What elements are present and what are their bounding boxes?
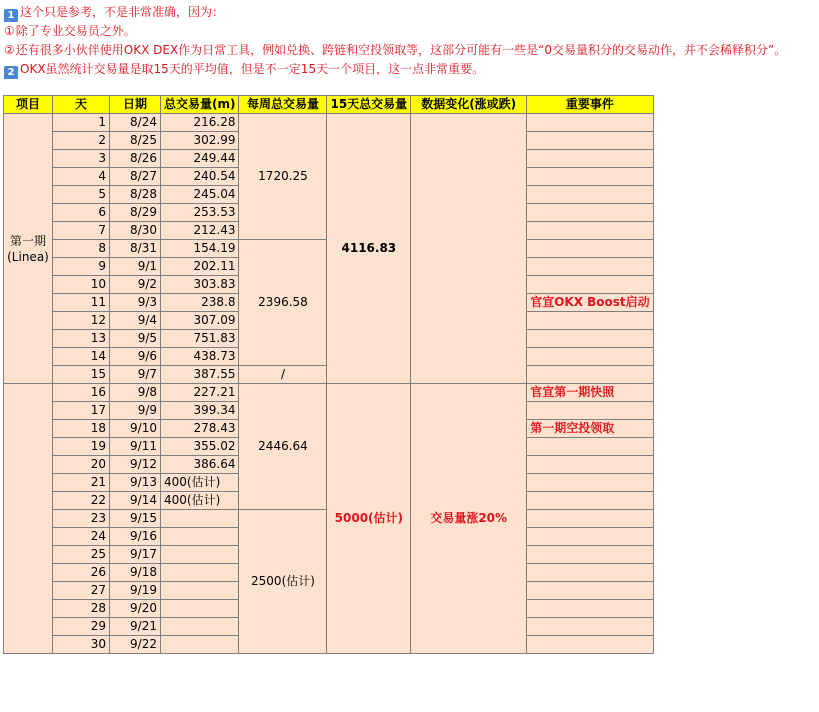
event-cell[interactable] [527,492,653,510]
event-cell[interactable] [527,528,653,546]
date-cell[interactable]: 8/29 [110,204,161,222]
header-data-change[interactable]: 数据变化(涨或跌) [411,96,527,114]
event-cell[interactable] [527,618,653,636]
volume-cell[interactable] [161,564,239,582]
volume-cell[interactable]: 438.73 [161,348,239,366]
volume-cell[interactable]: 238.8 [161,294,239,312]
event-cell[interactable] [527,438,653,456]
day-cell[interactable]: 8 [53,240,110,258]
event-cell[interactable] [527,240,653,258]
note-2-text: 除了专业交易员之外。 [15,24,136,38]
day-cell[interactable]: 15 [53,366,110,384]
header-weekly-volume[interactable]: 每周总交易量 [239,96,327,114]
event-cell[interactable] [527,168,653,186]
note-2 [4,22,816,41]
volume-cell[interactable] [161,546,239,564]
table-row [4,384,654,402]
event-cell[interactable]: 第一期空投领取 [527,420,653,438]
day-cell[interactable]: 2 [53,132,110,150]
date-cell[interactable]: 8/27 [110,168,161,186]
volume-cell[interactable]: 355.02 [161,438,239,456]
volume-cell[interactable] [161,582,239,600]
day-cell[interactable]: 18 [53,420,110,438]
event-cell[interactable] [527,546,653,564]
event-cell[interactable] [527,582,653,600]
day-cell[interactable]: 20 [53,456,110,474]
event-cell[interactable] [527,330,653,348]
table-row [4,114,654,132]
event-cell[interactable] [527,402,653,420]
volume-cell[interactable] [161,618,239,636]
date-cell[interactable]: 9/8 [110,384,161,402]
volume-cell[interactable]: 253.53 [161,204,239,222]
date-cell[interactable]: 9/3 [110,294,161,312]
event-cell[interactable] [527,276,653,294]
volume-cell[interactable]: 240.54 [161,168,239,186]
date-cell[interactable]: 8/30 [110,222,161,240]
project-cell[interactable] [4,114,53,384]
date-cell[interactable]: 8/26 [110,150,161,168]
weekly-volume-cell[interactable]: 2500(估计) [239,510,327,654]
header-project[interactable]: 项目 [4,96,53,114]
header-15day-volume[interactable]: 15天总交易量 [327,96,411,114]
event-cell[interactable]: 官宣OKX Boost启动 [527,294,653,312]
event-cell[interactable] [527,114,653,132]
date-cell[interactable]: 9/17 [110,546,161,564]
volume-table [3,95,654,654]
day-cell[interactable]: 28 [53,600,110,618]
date-cell[interactable]: 9/20 [110,600,161,618]
date-cell[interactable]: 8/28 [110,186,161,204]
day-cell[interactable]: 9 [53,258,110,276]
volume-cell[interactable]: 302.99 [161,132,239,150]
table-body [4,114,654,654]
day-cell[interactable]: 24 [53,528,110,546]
date-cell[interactable]: 8/25 [110,132,161,150]
event-cell[interactable] [527,636,653,654]
event-cell[interactable] [527,150,653,168]
event-cell[interactable] [527,600,653,618]
header-total-volume[interactable]: 总交易量(m) [161,96,239,114]
day-cell[interactable]: 27 [53,582,110,600]
day-cell[interactable]: 30 [53,636,110,654]
day-cell[interactable]: 10 [53,276,110,294]
date-cell[interactable]: 9/19 [110,582,161,600]
event-cell[interactable]: 官宣第一期快照 [527,384,653,402]
volume-cell[interactable]: 400(估计) [161,492,239,510]
event-cell[interactable] [527,258,653,276]
day-cell[interactable]: 22 [53,492,110,510]
event-cell[interactable] [527,204,653,222]
day-cell[interactable]: 7 [53,222,110,240]
note-1-text: 这个只是参考，不是非常准确，因为： [20,5,225,19]
note-1 [4,3,816,22]
fifteen-day-volume-cell[interactable]: 5000(估计) [327,384,411,654]
date-cell[interactable]: 9/2 [110,276,161,294]
volume-cell[interactable] [161,636,239,654]
note-4-text: OKX虽然统计交易量是取15天的平均值，但是不一定15天一个项目，这一点非常重要。 [20,62,485,76]
volume-cell[interactable]: 216.28 [161,114,239,132]
day-cell[interactable]: 17 [53,402,110,420]
day-cell[interactable]: 3 [53,150,110,168]
volume-cell[interactable]: 249.44 [161,150,239,168]
date-cell[interactable]: 8/31 [110,240,161,258]
volume-cell[interactable]: 154.19 [161,240,239,258]
day-cell[interactable]: 14 [53,348,110,366]
volume-cell[interactable] [161,528,239,546]
keycap-1-icon: 1 [4,9,18,22]
weekly-volume-cell[interactable]: / [239,366,327,384]
day-cell[interactable]: 13 [53,330,110,348]
event-cell[interactable] [527,222,653,240]
volume-cell[interactable]: 303.83 [161,276,239,294]
fifteen-day-volume-cell[interactable]: 4116.83 [327,114,411,384]
date-cell[interactable]: 9/4 [110,312,161,330]
day-cell[interactable]: 25 [53,546,110,564]
day-cell[interactable]: 26 [53,564,110,582]
project-cell-2[interactable] [4,384,53,654]
day-cell[interactable]: 6 [53,204,110,222]
volume-cell[interactable]: 307.09 [161,312,239,330]
date-cell[interactable]: 9/9 [110,402,161,420]
day-cell[interactable]: 16 [53,384,110,402]
volume-cell[interactable]: 278.43 [161,420,239,438]
day-cell[interactable]: 21 [53,474,110,492]
date-cell[interactable]: 9/1 [110,258,161,276]
data-change-cell[interactable] [411,114,527,384]
date-cell[interactable]: 9/21 [110,618,161,636]
date-cell[interactable]: 9/11 [110,438,161,456]
header-date[interactable]: 日期 [110,96,161,114]
note-3-text: 还有很多小伙伴使用OKX DEX作为日常工具，例如兑换、跨链和空投领取等，这部分可能有一些是“0交易量积分的交易动作，并不会稀释积分”。 [15,43,787,57]
weekly-volume-cell[interactable]: 2396.58 [239,240,327,366]
volume-cell[interactable]: 386.64 [161,456,239,474]
volume-cell[interactable] [161,600,239,618]
header-row [4,96,654,114]
volume-cell[interactable]: 202.11 [161,258,239,276]
date-cell[interactable]: 9/13 [110,474,161,492]
keycap-2-icon: 2 [4,66,18,79]
date-cell[interactable]: 9/7 [110,366,161,384]
day-cell[interactable]: 29 [53,618,110,636]
volume-cell[interactable]: 245.04 [161,186,239,204]
notes-block [4,3,816,79]
volume-table-wrapper [3,95,654,654]
day-cell[interactable]: 5 [53,186,110,204]
day-cell[interactable]: 12 [53,312,110,330]
event-cell[interactable] [527,366,653,384]
volume-cell[interactable] [161,510,239,528]
volume-cell[interactable]: 751.83 [161,330,239,348]
date-cell[interactable]: 9/10 [110,420,161,438]
event-cell[interactable] [527,510,653,528]
date-cell[interactable]: 9/16 [110,528,161,546]
date-cell[interactable]: 9/22 [110,636,161,654]
day-cell[interactable]: 1 [53,114,110,132]
day-cell[interactable]: 11 [53,294,110,312]
header-key-events[interactable]: 重要事件 [527,96,653,114]
event-cell[interactable] [527,474,653,492]
day-cell[interactable]: 23 [53,510,110,528]
volume-cell[interactable]: 399.34 [161,402,239,420]
event-cell[interactable] [527,186,653,204]
data-change-cell[interactable]: 交易量涨20% [411,384,527,654]
day-cell[interactable]: 19 [53,438,110,456]
date-cell[interactable]: 9/6 [110,348,161,366]
date-cell[interactable]: 9/12 [110,456,161,474]
note-4 [4,60,816,79]
date-cell[interactable]: 9/14 [110,492,161,510]
circled-one-marker: ① [4,24,15,38]
date-cell[interactable]: 9/5 [110,330,161,348]
date-cell[interactable]: 9/15 [110,510,161,528]
header-day[interactable]: 天 [53,96,110,114]
event-cell[interactable] [527,312,653,330]
event-cell[interactable] [527,564,653,582]
volume-cell[interactable]: 212.43 [161,222,239,240]
date-cell[interactable]: 9/18 [110,564,161,582]
circled-two-marker: ② [4,43,15,57]
day-cell[interactable]: 4 [53,168,110,186]
note-3 [4,41,816,60]
volume-cell[interactable]: 387.55 [161,366,239,384]
event-cell[interactable] [527,132,653,150]
event-cell[interactable] [527,348,653,366]
weekly-volume-cell[interactable]: 2446.64 [239,384,327,510]
volume-cell[interactable]: 400(估计) [161,474,239,492]
volume-cell[interactable]: 227.21 [161,384,239,402]
project-name: 第一期 [9,233,46,248]
project-sub: (Linea) [7,249,49,264]
date-cell[interactable]: 8/24 [110,114,161,132]
weekly-volume-cell[interactable]: 1720.25 [239,114,327,240]
event-cell[interactable] [527,456,653,474]
